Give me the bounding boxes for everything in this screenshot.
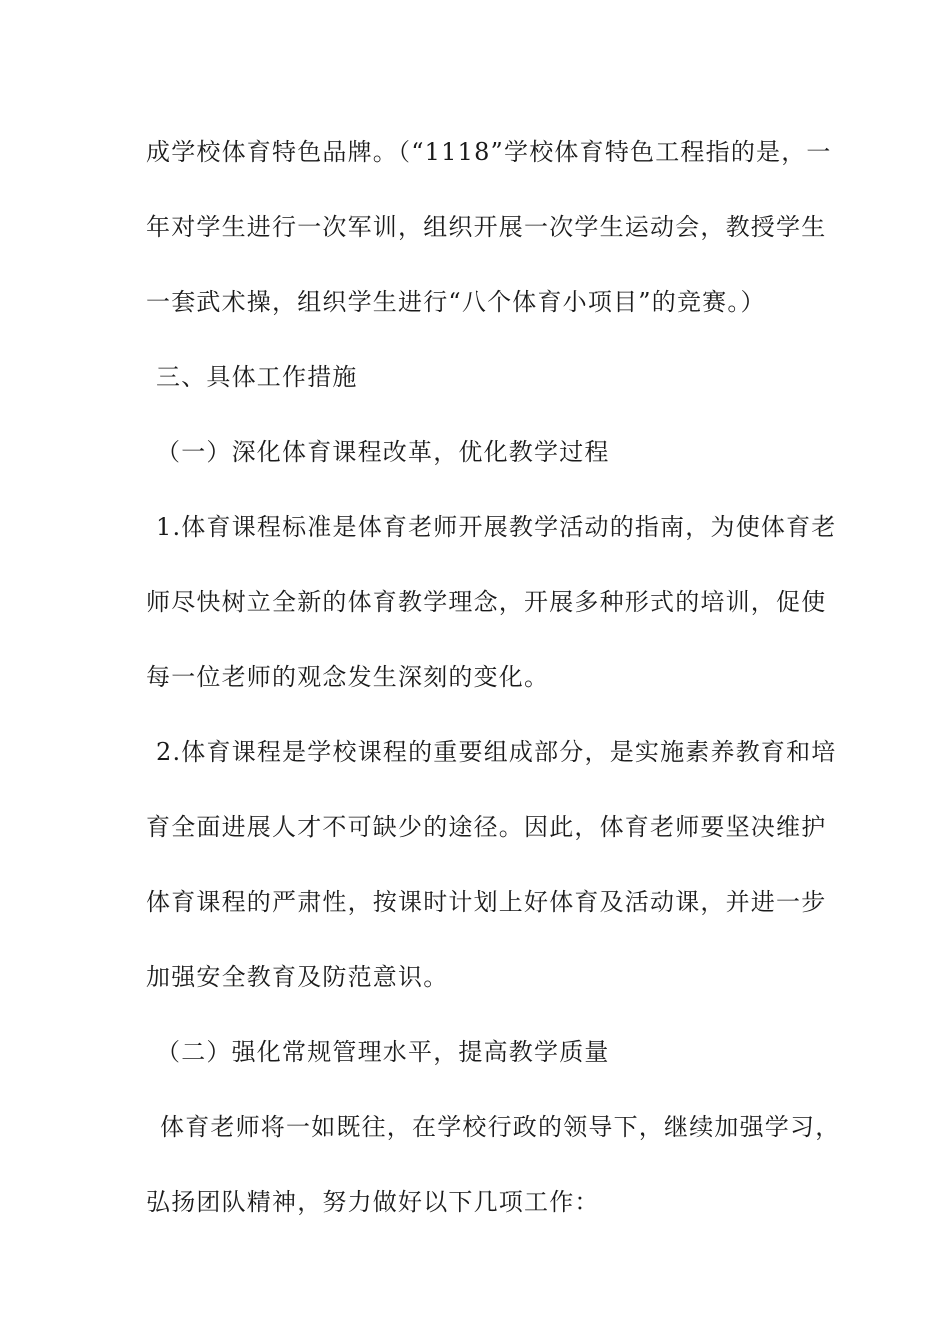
paragraph-line: 体育课程的严肃性，按课时计划上好体育及活动课，并进一步 <box>146 888 827 916</box>
subsection-heading: （二）强化常规管理水平，提高教学质量 <box>156 1038 610 1066</box>
paragraph-line: 一套武术操，组织学生进行“八个体育小项目”的竞赛。） <box>146 288 766 316</box>
paragraph-line: 育全面进展人才不可缺少的途径。因此，体育老师要坚决维护 <box>146 813 827 841</box>
paragraph-line: 年对学生进行一次军训，组织开展一次学生运动会，教授学生 <box>146 213 827 241</box>
paragraph-line: 成学校体育特色品牌。（“1118”学校体育特色工程指的是，一 <box>146 138 832 166</box>
paragraph-line: 1.体育课程标准是体育老师开展教学活动的指南，为使体育老 <box>156 513 837 541</box>
paragraph-line: 弘扬团队精神，努力做好以下几项工作： <box>146 1188 600 1216</box>
paragraph-line: 加强安全教育及防范意识。 <box>146 963 449 991</box>
paragraph-line: 师尽快树立全新的体育教学理念，开展多种形式的培训，促使 <box>146 588 827 616</box>
subsection-heading: （一）深化体育课程改革，优化教学过程 <box>156 438 610 466</box>
section-heading: 三、具体工作措施 <box>156 363 358 391</box>
paragraph-line: 每一位老师的观念发生深刻的变化。 <box>146 663 550 691</box>
paragraph-line: 2.体育课程是学校课程的重要组成部分，是实施素养教育和培 <box>156 738 837 766</box>
paragraph-line: 体育老师将一如既往，在学校行政的领导下，继续加强学习， <box>160 1113 841 1141</box>
